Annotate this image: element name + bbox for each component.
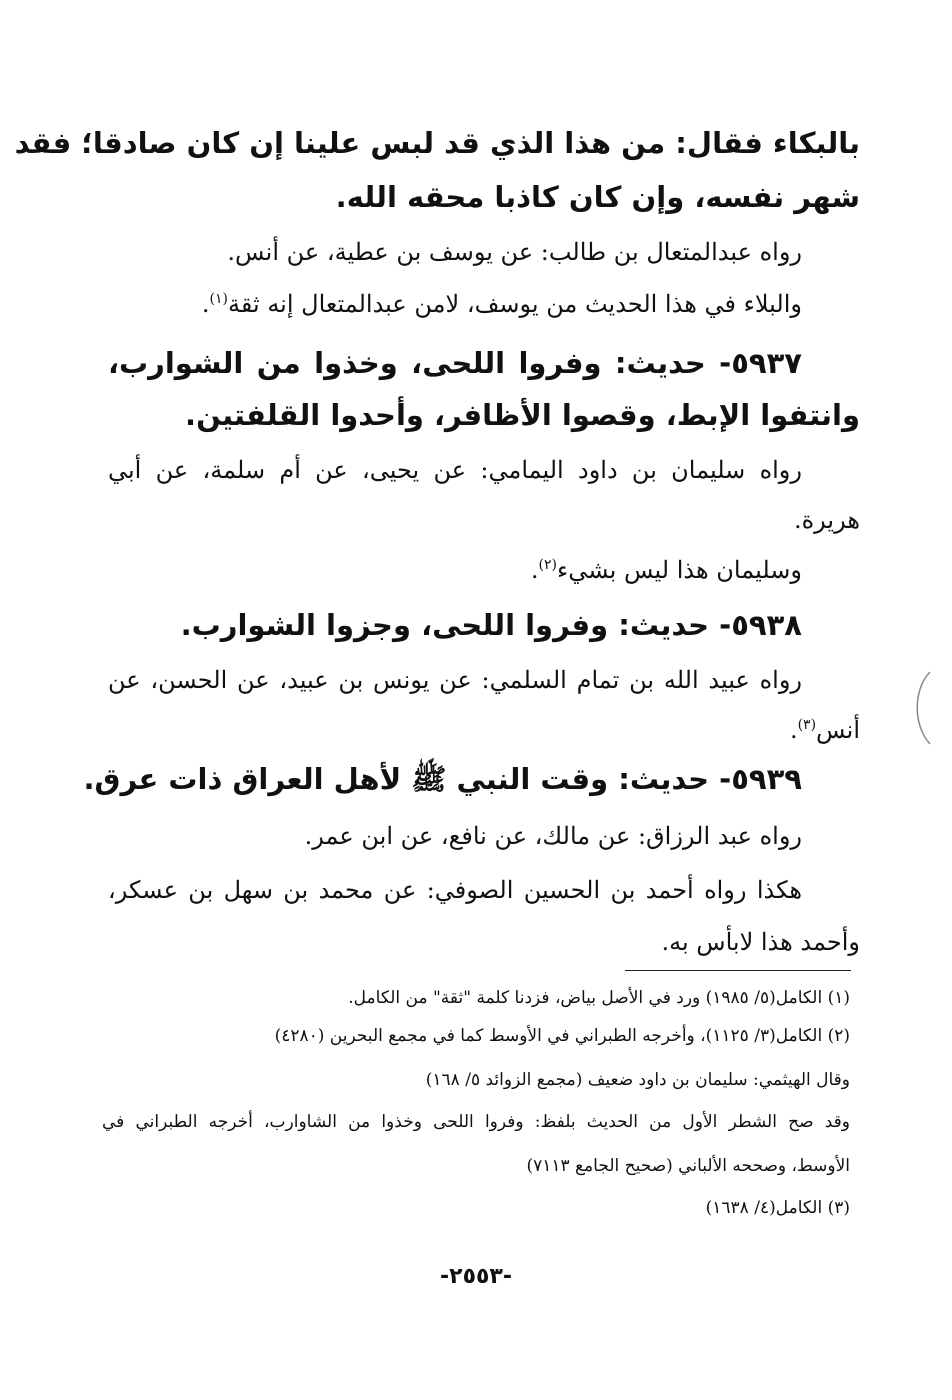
text-line-4-end: . (201, 290, 210, 318)
text-line-12-end: . (789, 716, 798, 744)
text-line-2: شهر نفسه، وإن كان كاذبا محقه الله. (335, 180, 860, 214)
text-line-7: رواه سليمان بن داود اليمامي: عن يحيى، عن أم سلمة، عن أبي (108, 456, 802, 484)
text-line-12 (790, 716, 860, 745)
text-line-1: بالبكاء فقال: من هذا الذي قد لبس علينا إن كان صادقا؛ فقد (14, 126, 860, 160)
footnote-ref-1: (١) (209, 291, 228, 307)
footnote-separator (625, 970, 851, 971)
footnote-2-continued-2: وقد صح الشطر الأول من الحديث بلفظ: وفروا اللحى وخذوا من الشاوارب، أخرجه الطبراني في (102, 1112, 850, 1132)
footnote-2-continued-3: الأوسط، وصححه الألباني (صحيح الجامع ٧١١٣) (526, 1156, 850, 1176)
text-line-9 (531, 556, 802, 585)
text-line-4 (202, 290, 802, 319)
footnote-ref-3: (٣) (797, 717, 817, 733)
text-line-14: رواه عبد الرزاق: عن مالك، عن نافع، عن ابن عمر. (304, 822, 802, 850)
text-line-9-end: . (530, 556, 539, 584)
text-line-4-main: والبلاء في هذا الحديث من يوسف، لامن عبدالمتعال إنه ثقة (228, 290, 802, 318)
text-line-11: رواه عبيد الله بن تمام السلمي: عن يونس بن عبيد، عن الحسن، عن (108, 666, 802, 694)
hadith-5937-line-2: وانتفوا الإبط، وقصوا الأظافر، وأحدوا القلفتين. (185, 398, 860, 432)
text-line-3: رواه عبدالمتعال بن طالب: عن يوسف بن عطية، عن أنس. (227, 238, 802, 266)
text-line-12-main: أنس (816, 716, 860, 744)
hadith-5939: ٥٩٣٩- حديث: وقت النبي ﷺ لأهل العراق ذات عرق. (83, 762, 802, 796)
footnote-2-continued-1: وقال الهيثمي: سليمان بن داود ضعيف (مجمع الزوائد ٥/ ١٦٨) (425, 1070, 850, 1090)
text-line-16: وأحمد هذا لابأس به. (661, 928, 860, 956)
hadith-5938: ٥٩٣٨- حديث: وفروا اللحى، وجزوا الشوارب. (180, 608, 802, 642)
footnote-ref-2: (٢) (538, 557, 557, 573)
page-number: -٢٥٥٣- (440, 1264, 512, 1289)
text-line-8: هريرة. (793, 506, 860, 534)
footnote-2: (٢) الكامل(٣/ ١١٢٥)، وأخرجه الطبراني في الأوسط كما في مجمع البحرين (٤٢٨٠) (274, 1026, 850, 1046)
binding-curve-mark (906, 668, 936, 748)
footnote-1: (١) الكامل(٥/ ١٩٨٥) ورد في الأصل بياض، فزدنا كلمة "ثقة" من الكامل. (348, 988, 850, 1008)
hadith-5937-line-1: ٥٩٣٧- حديث: وفروا اللحى، وخذوا من الشوارب، (108, 346, 802, 380)
text-line-15: هكذا رواه أحمد بن الحسين الصوفي: عن محمد بن سهل بن عسكر، (108, 876, 803, 904)
footnote-3: (٣) الكامل(٤/ ١٦٣٨) (705, 1198, 850, 1218)
text-line-9-main: وسليمان هذا ليس بشيء (556, 556, 802, 584)
